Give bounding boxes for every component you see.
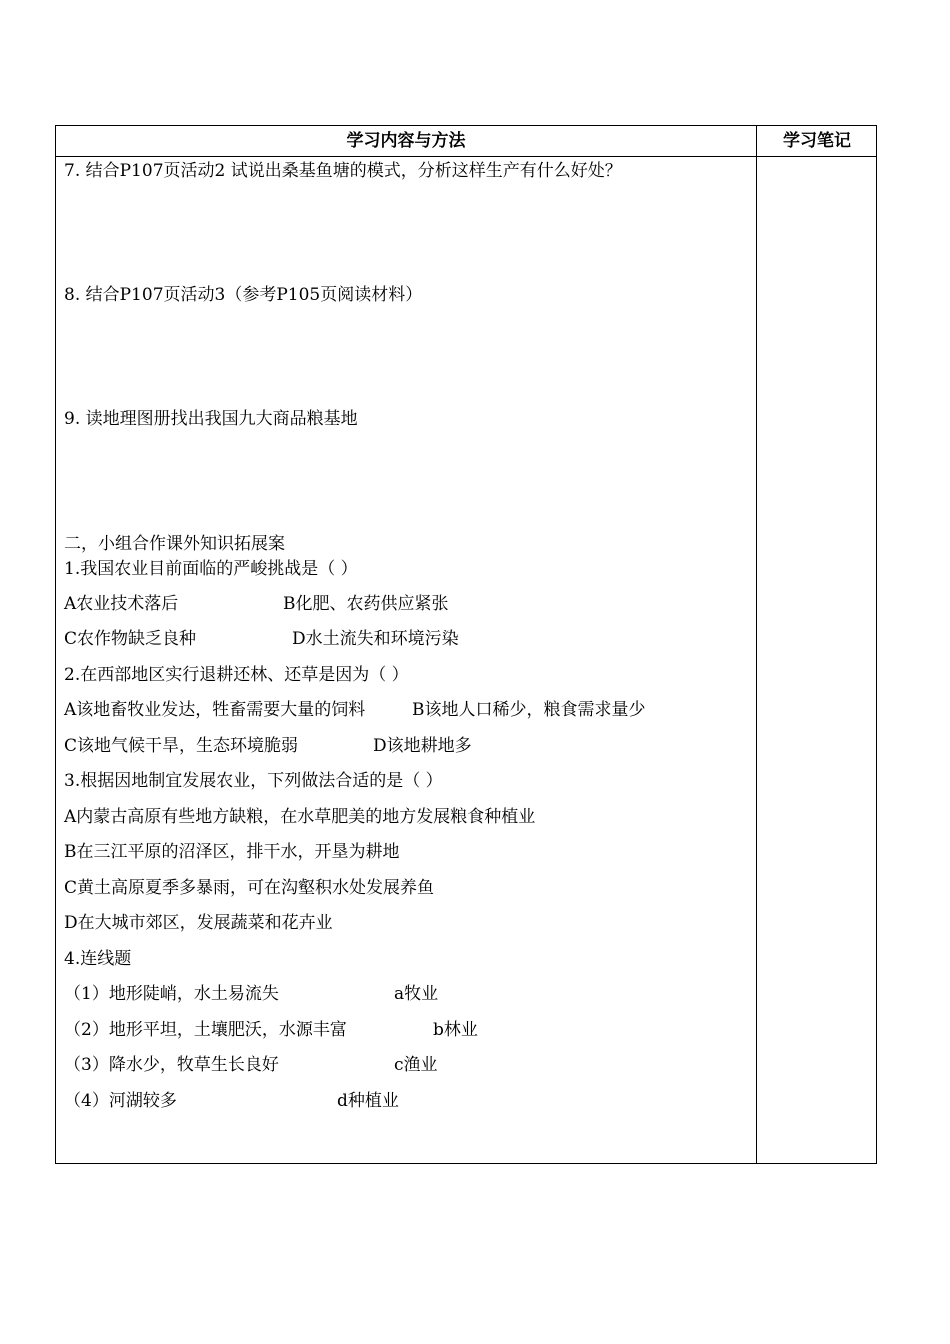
worksheet-table	[55, 125, 877, 1164]
header-study-notes: 学习笔记	[783, 131, 851, 151]
matching-left-2: （2）地形平坦，土壤肥沃，水源丰富	[64, 1020, 347, 1040]
mcq-2-stem: 2.在西部地区实行退耕还林、还草是因为（ ）	[64, 665, 409, 685]
matching-right-3: c渔业	[394, 1055, 438, 1075]
mcq-2-options-row-1	[64, 698, 754, 722]
header-content-methods: 学习内容与方法	[346, 131, 466, 151]
matching-right-1: a牧业	[394, 984, 439, 1004]
mcq-1-option-c: C农作物缺乏良种	[64, 629, 197, 649]
mcq-1-stem: 1.我国农业目前面临的严峻挑战是（ ）	[64, 559, 358, 579]
column-divider	[756, 126, 757, 1163]
mcq-2-option-a: A该地畜牧业发达，牲畜需要大量的饲料	[64, 700, 366, 720]
mcq-3-option-c: C黄土高原夏季多暴雨，可在沟壑积水处发展养鱼	[64, 878, 435, 898]
matching-row-1	[64, 982, 754, 1006]
matching-right-4: d种植业	[337, 1091, 399, 1111]
mcq-3-option-b: B在三江平原的沼泽区，排干水，开垦为耕地	[64, 842, 400, 862]
question-8: 8. 结合P107页活动3（参考P105页阅读材料）	[64, 285, 423, 305]
mcq-2-option-b: B该地人口稀少，粮食需求量少	[412, 700, 646, 720]
matching-left-1: （1）地形陡峭，水土易流失	[64, 984, 279, 1004]
section-2-title: 二，小组合作课外知识拓展案	[64, 534, 285, 554]
mcq-3-option-d: D在大城市郊区，发展蔬菜和花卉业	[64, 913, 333, 933]
mcq-1-option-d: D水土流失和环境污染	[292, 629, 459, 649]
mcq-2-option-d: D该地耕地多	[373, 736, 472, 756]
matching-row-2	[64, 1018, 754, 1042]
mcq-1-option-b: B化肥、农药供应紧张	[283, 594, 449, 614]
matching-row-3	[64, 1053, 754, 1077]
mcq-2-option-c: C该地气候干旱，生态环境脆弱	[64, 736, 299, 756]
matching-row-4	[64, 1089, 754, 1113]
table-header	[56, 126, 876, 157]
matching-left-4: （4）河湖较多	[64, 1091, 177, 1111]
mcq-2-options-row-2	[64, 734, 754, 758]
matching-left-3: （3）降水少，牧草生长良好	[64, 1055, 279, 1075]
mcq-3-option-a: A内蒙古高原有些地方缺粮，在水草肥美的地方发展粮食种植业	[64, 807, 536, 827]
matching-right-2: b林业	[433, 1020, 478, 1040]
mcq-1-options-row-2	[64, 627, 754, 651]
matching-stem: 4.连线题	[64, 949, 132, 969]
mcq-3-stem: 3.根据因地制宜发展农业，下列做法合适的是（ ）	[64, 771, 443, 791]
mcq-1-options-row-1	[64, 592, 754, 616]
question-7: 7. 结合P107页活动2 试说出桑基鱼塘的模式，分析这样生产有什么好处？	[64, 161, 622, 181]
question-9: 9. 读地理图册找出我国九大商品粮基地	[64, 409, 358, 429]
mcq-1-option-a: A农业技术落后	[64, 594, 179, 614]
